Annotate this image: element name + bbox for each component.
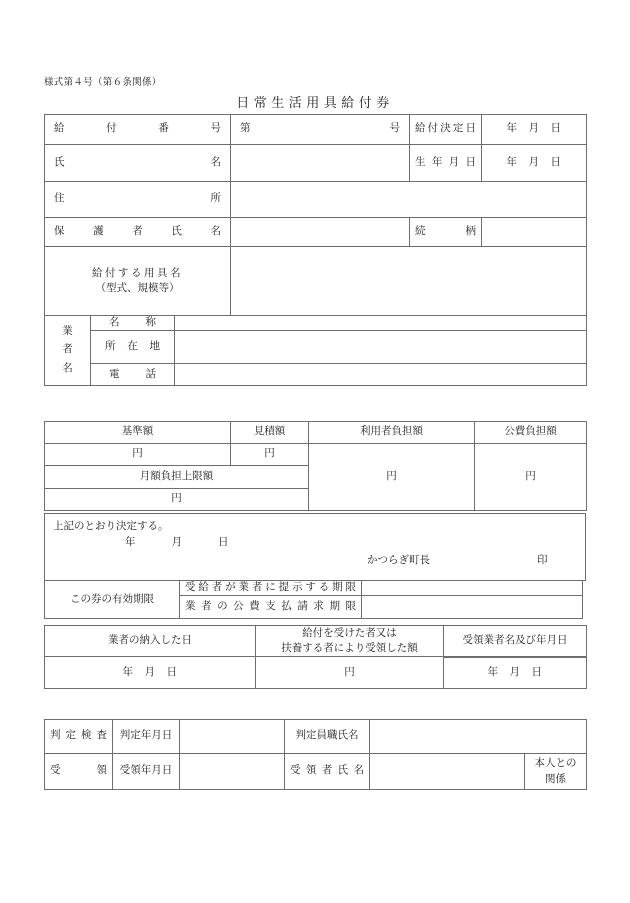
validity-claim-deadline-field[interactable] [362, 596, 583, 619]
page-title: 日常生活用具給付券 [236, 95, 394, 110]
validity-present-deadline-field[interactable] [362, 581, 583, 596]
table-row [45, 444, 587, 466]
vendor-name-label: 名称 [91, 316, 175, 331]
decision-date-label: 給付決定日 [410, 115, 482, 145]
identity-table [44, 114, 587, 386]
recipient-name-field[interactable] [370, 754, 525, 790]
delivery-table [44, 625, 587, 689]
receipt-category-label: 受領 [45, 754, 113, 790]
delivery-date-header: 業者の納入した日 [45, 626, 256, 657]
public-burden-field[interactable] [475, 444, 587, 511]
vendor-group-label-char: 者 [62, 344, 73, 356]
table-row [45, 331, 587, 364]
name-field[interactable] [231, 145, 410, 182]
delivery-date-field[interactable]: 年 月 日 [45, 657, 256, 689]
standard-amount-field[interactable] [45, 444, 231, 466]
equipment-label-line2: （型式、規模等） [95, 283, 180, 294]
birth-date-label: 生年月日 [410, 145, 482, 182]
year-label: 年 [125, 537, 136, 548]
receiving-vendor-date-field[interactable]: 年 月 日 [444, 658, 587, 689]
currency-unit: 円 [386, 470, 397, 482]
monthly-cap-label: 月額負担上限額 [45, 466, 309, 489]
currency-unit: 円 [132, 448, 143, 460]
form-number: 様式第４号（第６条関係） [44, 78, 162, 88]
currency-unit: 円 [525, 470, 536, 482]
decision-date-blanks[interactable] [107, 536, 247, 550]
standard-amount-header: 基準額 [45, 422, 231, 444]
equipment-label-line1: 給付する用具名 [92, 267, 183, 279]
day-label: 日 [218, 537, 229, 548]
inspector-name-field[interactable] [370, 720, 587, 754]
relation-label: 続柄 [410, 218, 482, 247]
inspection-date-field[interactable] [180, 720, 285, 754]
received-amount-header: 給付を受けた者又は 扶養する者により受領した額 [256, 626, 444, 657]
vendor-group-label [45, 316, 91, 386]
table-row [45, 581, 583, 596]
public-burden-header: 公費負担額 [475, 422, 587, 444]
guardian-label: 保護者氏名 [45, 218, 231, 247]
seal-marker: 印 [537, 555, 548, 566]
vendor-group-label-char: 名 [62, 362, 73, 374]
vendor-phone-field[interactable] [175, 364, 587, 386]
table-row [45, 316, 587, 331]
inspector-name-label: 判定員職氏名 [285, 720, 370, 754]
receipt-date-field[interactable] [180, 754, 285, 790]
address-label: 住所 [45, 182, 231, 218]
receiving-vendor-header: 受領業者名及び年月日 [444, 626, 587, 657]
validity-table [44, 580, 583, 619]
inspection-date-label: 判定年月日 [113, 720, 180, 754]
table-row [45, 145, 587, 182]
decision-block [44, 513, 586, 581]
table-row [45, 720, 587, 754]
table-row [45, 364, 587, 386]
validity-claim-deadline-label: 業者の公費支払請求期限 [180, 596, 362, 619]
currency-unit: 円 [264, 448, 275, 460]
address-field[interactable] [231, 182, 587, 218]
table-row [45, 626, 587, 657]
table-row [45, 514, 586, 581]
currency-unit: 円 [171, 493, 182, 505]
decision-statement: 上記のとおり決定する。 [53, 521, 169, 532]
validity-present-deadline-label: 受給者が業者に提示する期限 [180, 581, 362, 596]
mayor-title: かつらぎ町長 [367, 555, 430, 566]
benefit-number-label: 給付番号 [45, 115, 231, 145]
receipt-date-label: 受領年月日 [113, 754, 180, 790]
table-row [45, 115, 587, 145]
table-row [45, 422, 587, 444]
user-burden-field[interactable] [309, 444, 475, 511]
month-label: 月 [171, 537, 182, 548]
table-row [45, 218, 587, 247]
recipient-name-label: 受領者氏名 [285, 754, 370, 790]
vendor-name-field[interactable] [175, 316, 587, 331]
recipient-relation-label: 本人との 関係 [525, 754, 587, 790]
estimate-amount-header: 見積額 [231, 422, 309, 444]
user-burden-header: 利用者負担額 [309, 422, 475, 444]
vendor-phone-label: 電話 [91, 364, 175, 386]
vendor-group-label-char: 業 [62, 326, 73, 338]
name-label: 氏名 [45, 145, 231, 182]
table-row [45, 247, 587, 316]
received-amount-field[interactable] [256, 657, 444, 689]
guardian-field[interactable] [231, 218, 410, 247]
equipment-label [45, 247, 231, 316]
currency-unit: 円 [344, 666, 355, 678]
table-row [45, 182, 587, 218]
vendor-address-label: 所在地 [91, 331, 175, 364]
amounts-table [44, 421, 587, 511]
inspection-category-label: 判定検査 [45, 720, 113, 754]
decision-cell [45, 514, 586, 581]
equipment-field[interactable] [231, 247, 587, 316]
monthly-cap-field[interactable] [45, 489, 309, 511]
benefit-number-field[interactable]: 第 号 [231, 115, 410, 145]
verification-table [44, 719, 587, 790]
estimate-amount-field[interactable] [231, 444, 309, 466]
decision-date-field[interactable]: 年 月 日 [482, 115, 587, 145]
birth-date-field[interactable]: 年 月 日 [482, 145, 587, 182]
relation-field[interactable] [482, 218, 587, 247]
vendor-address-field[interactable] [175, 331, 587, 364]
table-row [45, 754, 587, 790]
validity-group-label: この券の有効期限 [45, 581, 180, 619]
